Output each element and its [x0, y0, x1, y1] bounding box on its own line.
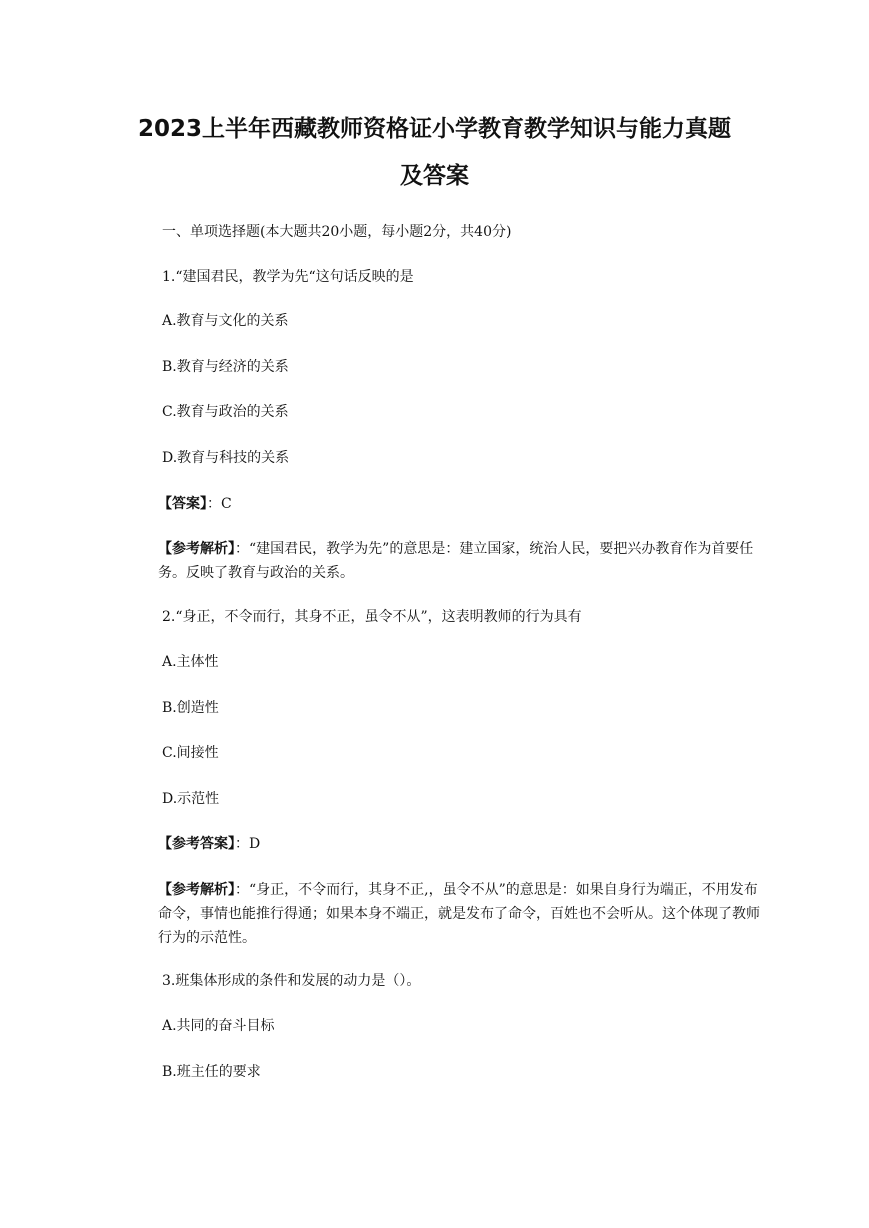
question-1-analysis [158, 537, 770, 585]
question-2-option-b: B.创造性 [162, 700, 219, 716]
section-heading: 一、单项选择题(本大题共20小题，每小题2分，共40分) [162, 224, 512, 240]
answer-label: 【答案】 [158, 496, 207, 512]
title-line-2: 及答案 [400, 163, 469, 189]
question-2-answer [158, 834, 260, 854]
analysis-text: ：“身正，不令而行，其身不正,，虽令不从”的意思是：如果自身行为端正，不用发布命令，事情也能推行得通；如果本身不端正，就是发布了命令，百姓也不会听从。这个体现了教师行为的示范性。 [158, 882, 760, 946]
question-1-option-a: A.教育与文化的关系 [162, 313, 289, 329]
question-1-stem: 1.“建国君民，教学为先“这句话反映的是 [162, 269, 414, 285]
answer-label: 【参考答案】 [158, 836, 235, 852]
analysis-text: ：“建国君民，教学为先”的意思是：建立国家，统治人民，要把兴办教育作为首要任务。反映了教育与政治的关系。 [158, 541, 754, 581]
question-1-option-c: C.教育与政治的关系 [162, 404, 289, 420]
question-2-option-a: A.主体性 [162, 654, 219, 670]
question-1-answer [158, 494, 232, 514]
answer-value: ：C [207, 496, 232, 512]
question-1-option-b: B.教育与经济的关系 [162, 359, 289, 375]
question-3-stem: 3.班集体形成的条件和发展的动力是（）。 [162, 973, 421, 989]
analysis-label: 【参考解析】 [158, 541, 235, 557]
question-2-analysis [158, 878, 770, 950]
question-2-option-c: C.间接性 [162, 745, 219, 761]
question-1-option-d: D.教育与科技的关系 [162, 450, 290, 466]
question-2-option-d: D.示范性 [162, 791, 220, 807]
analysis-label: 【参考解析】 [158, 882, 235, 898]
question-3-option-b: B.班主任的要求 [162, 1064, 261, 1080]
title-line-1: 2023上半年西藏教师资格证小学教育教学知识与能力真题 [137, 116, 731, 142]
question-2-stem: 2.“身正，不令而行，其身不正，虽令不从”，这表明教师的行为具有 [162, 609, 582, 625]
answer-value: ：D [235, 836, 261, 852]
question-3-option-a: A.共同的奋斗目标 [162, 1018, 275, 1034]
